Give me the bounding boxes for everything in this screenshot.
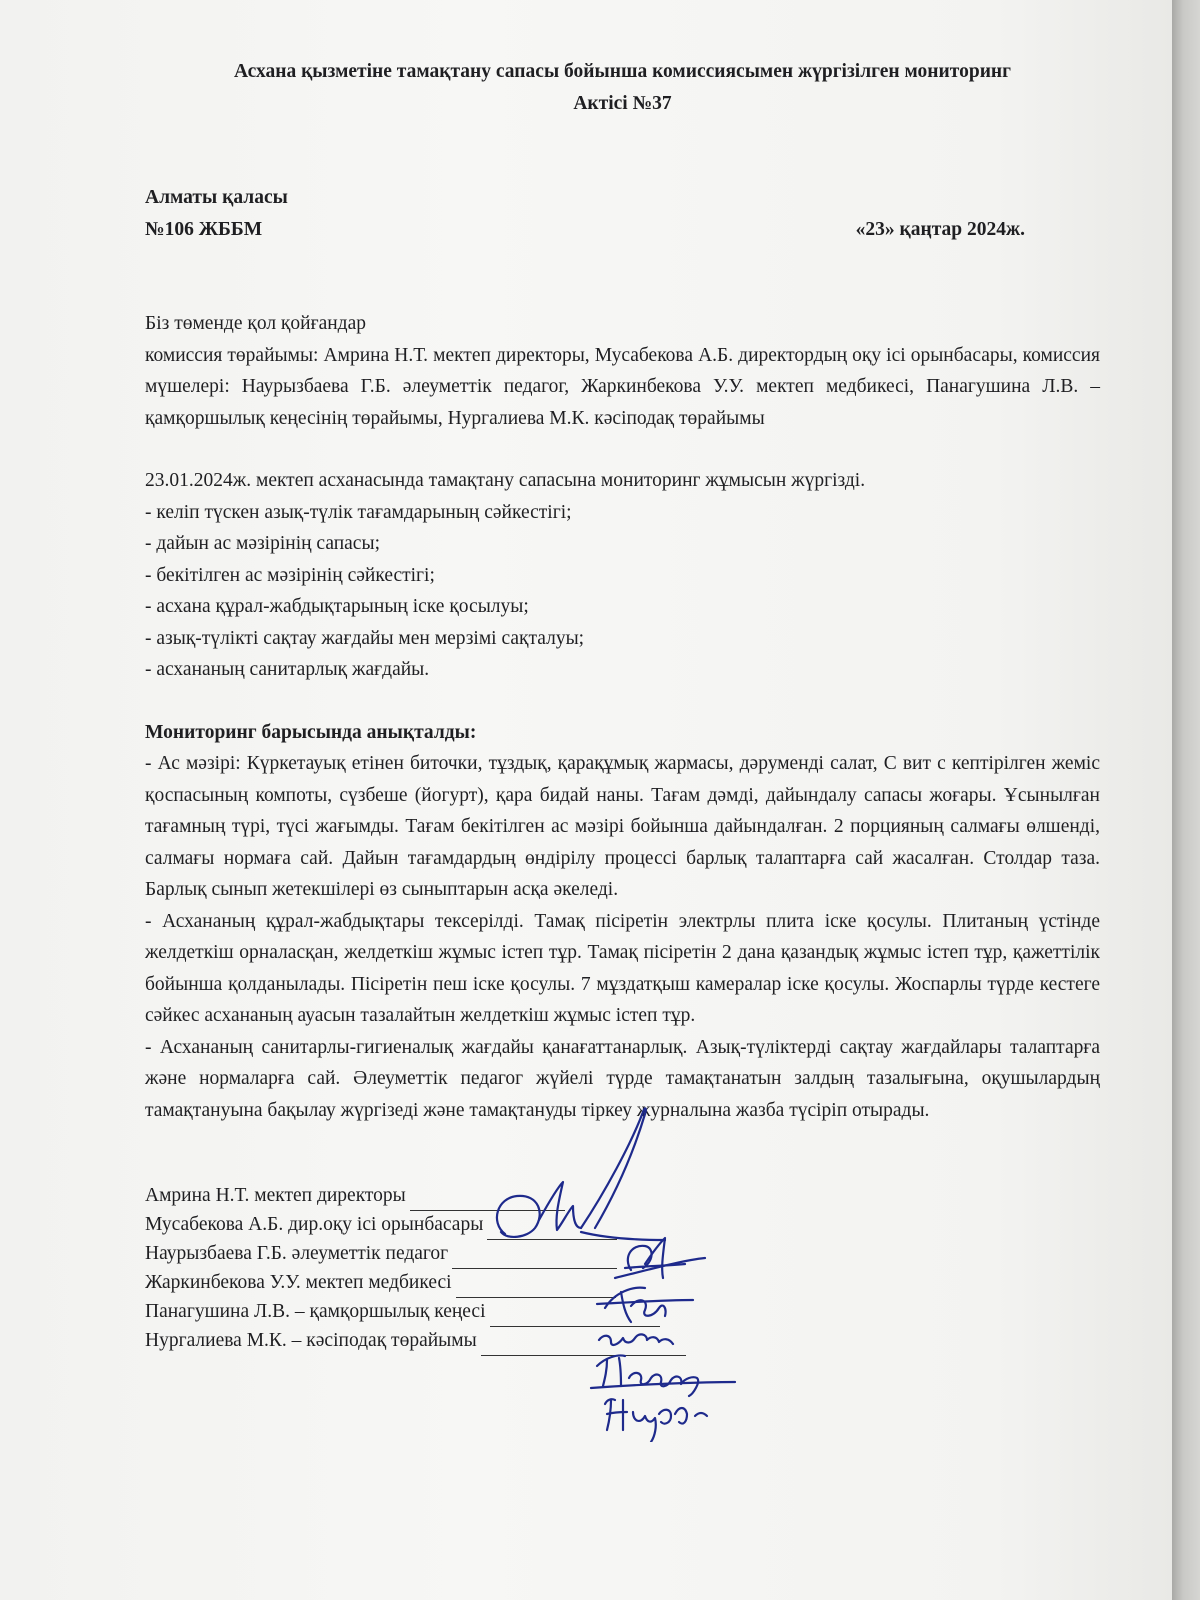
signature-line xyxy=(481,1335,686,1356)
intro-line: Біз төменде қол қойғандар xyxy=(145,313,366,334)
signature-row xyxy=(145,1327,1100,1356)
signature-row xyxy=(145,1182,1100,1211)
signature-row xyxy=(145,1298,1100,1327)
checklist-item: - асхананың санитарлық жағдайы. xyxy=(145,659,430,680)
document xyxy=(145,56,1100,1356)
checklist-item: - азық-түлікті сақтау жағдайы мен мерзімі сақталуы; xyxy=(145,627,585,649)
signatory-label: Нургалиева М.К. – кәсіподақ төрайымы xyxy=(145,1329,477,1351)
signatory-label: Наурызбаева Г.Б. әлеуметтік педагог xyxy=(145,1242,449,1264)
signature-row xyxy=(145,1240,1100,1269)
signatory-label: Жаркинбекова У.У. мектеп медбикесі xyxy=(145,1271,452,1293)
signatory-label: Панагушина Л.В. – қамқоршылық кеңесі xyxy=(145,1300,486,1322)
document-title: Асхана қызметіне тамақтану сапасы бойынша комиссиясымен жүргізілген мониторинг xyxy=(233,61,1012,82)
signature-row xyxy=(145,1211,1100,1240)
findings-heading: Мониторинг барысында анықталды: xyxy=(145,721,477,743)
document-date: «23» қаңтар 2024ж. xyxy=(855,218,1025,240)
signature-block xyxy=(145,1182,1100,1356)
findings-paragraph: - Асхананың құрал-жабдықтары тексерілді. Тамақ пісіретін электрлы плита іске қосулы. Плитаның үстінде желдеткіш орналасқан, желдеткіш жұмыс істеп тұр. Тамақ пісіретін 2 дана қазандық жұмыс істеп тұр, қажеттілік бойынша қолданылады. Пісіретін пеш іске қосулы. 7 мұздатқыш камералар іске қосулы. Жоспарлы түрде кестеге сәйкес асхананың ауасын тазалайтын желдеткіш жұмыс істеп тұр. xyxy=(145,910,1100,1026)
desk-edge xyxy=(1172,0,1200,1600)
checklist-item: - асхана құрал-жабдықтарының іске қосылуы; xyxy=(145,596,529,617)
act-number: Актісі №37 xyxy=(573,92,672,114)
monitoring-lead: 23.01.2024ж. мектеп асханасында тамақтану сапасына мониторинг жұмысын жүргізді. xyxy=(145,470,866,491)
checklist-item: - бекітілген ас мәзірінің сәйкестігі; xyxy=(145,564,435,586)
city: Алматы қаласы xyxy=(145,187,288,208)
signature-line xyxy=(452,1248,617,1269)
findings-paragraph: - Асхананың санитарлы-гигиеналық жағдайы қанағаттанарлық. Азық-түліктерді сақтау жағдайлары талаптарға және нормаларға сай. Әлеуметтік педагог жүйелі түрде тамақтанатын залдың тазалығына, оқушылардың тамақтануына бақылау жүргізеді және тамақтануды тіркеу журналына жазба түсіріп отырады. xyxy=(145,1036,1100,1121)
signature-row xyxy=(145,1269,1100,1298)
school-name: №106 ЖББМ xyxy=(145,218,263,240)
signatory-label: Мусабекова А.Б. дир.оқу ісі орынбасары xyxy=(145,1213,484,1235)
school-date-row xyxy=(145,214,1100,246)
checklist-item: - келіп түскен азық-түлік тағамдарының сәйкестігі; xyxy=(145,501,572,523)
signature-line xyxy=(490,1306,660,1327)
checklist-item: - дайын ас мәзірінің сапасы; xyxy=(145,533,380,554)
findings-paragraph: - Ас мәзірі: Күркетауық етінен биточки, тұздық, қарақұмық жармасы, дәруменді салат, С вит с кептірілген жеміс қоспасының компоты, сүзбеше (йогурт), қара бидай наны. Тағам дәмді, дайындалу сапасы жоғары. Ұсынылған тағамның түрі, түсі жағымды. Тағам бекітілген ас мәзірі бойынша дайындалған. 2 порцияның салмағы өлшенді, салмағы нормаға сай. Дайын тағамдардың өндірілу процессі барлық талаптарға сай жасалған. Столдар таза. Барлық сынып жетекшілері өз сыныптарын асқа әкеледі. xyxy=(145,753,1100,900)
signature-line xyxy=(487,1219,617,1240)
commission-members: комиссия төрайымы: Амрина Н.Т. мектеп директоры, Мусабекова А.Б. директордың оқу ісі орынбасары, комиссия мүшелері: Наурызбаева Г.Б. әлеуметтік педагог, Жаркинбекова У.У. мектеп медбикесі, Панагушина Л.В. – қамқоршылық кеңесінің төрайымы, Нургалиева М.К. кәсіподақ төрайымы xyxy=(145,344,1100,429)
signatory-label: Амрина Н.Т. мектеп директоры xyxy=(145,1184,406,1206)
